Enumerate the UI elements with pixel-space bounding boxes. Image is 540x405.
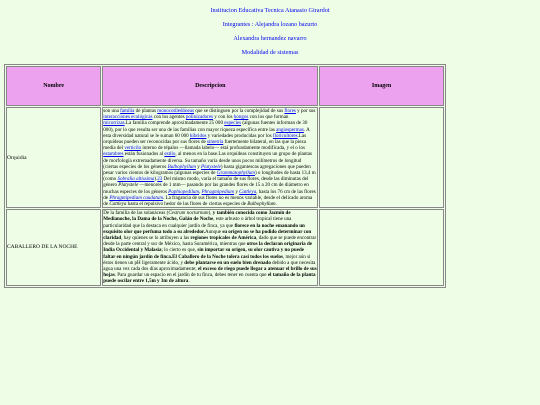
plants-table xyxy=(4,64,446,288)
topic-link[interactable]: Modalidad de sistemas xyxy=(241,49,299,56)
description-link[interactable]: flores xyxy=(284,108,296,114)
table-row xyxy=(6,107,444,208)
description-text: y también conocida como Jazmín de Medianoche, la Dama de la Noche, Galán de Noche xyxy=(103,210,291,223)
description-link[interactable]: Platystele xyxy=(200,163,221,170)
description-text: Del mismo modo, varía el tamaño de sus flores, desde las diminutas del género xyxy=(103,176,309,189)
description-text: Cestrum nocturnum xyxy=(168,210,209,217)
description-text: y por sus xyxy=(295,108,316,114)
description-link[interactable]: Sobralia altissima xyxy=(117,176,155,183)
description-link[interactable]: angiospermas xyxy=(276,126,304,133)
description-text: ) hasta gigantescas agregaciones que pueden pesar varios cientos de kilogramos (algunas especies de xyxy=(103,163,311,177)
description-text: , al menos en la base.Las orquídeas constituyen un grupo de plantas de morfología extremadamente diversa. Su tamaño varía desde unos pocos milímetros de longitud (ciertas especies de los géneros xyxy=(103,151,312,170)
description-text: otros la declaran originaria de India Occidental y Malasia xyxy=(103,241,313,254)
description-link[interactable]: hongos xyxy=(233,114,249,121)
description-text: , mejor aún si éstos tienen un pH ligeramente ácido, y xyxy=(103,253,311,266)
description-text: Aunque xyxy=(204,228,223,235)
description-link[interactable]: verticilo xyxy=(124,145,142,152)
column-header-imagen: Imagen xyxy=(319,66,444,106)
description-text: con los que forman xyxy=(248,114,289,121)
description-text: . xyxy=(188,278,190,285)
description-link[interactable]: monocotiledóneas xyxy=(157,108,194,114)
description-text: ) o longitudes de hasta 13,4 m (como xyxy=(103,170,316,183)
row-name-cell: CABALLERO DE LA NOCHE xyxy=(6,209,101,285)
row-description-cell xyxy=(102,107,318,208)
description-link[interactable]: micorrizas xyxy=(103,120,125,127)
table-row xyxy=(6,209,444,285)
description-text: ; lo cierto es que, xyxy=(161,247,198,254)
description-text: .La familia comprende aproximadamente 25 000 xyxy=(124,120,225,127)
description-text: El Caballero de la Noche tolera casi todos los suelos xyxy=(172,253,283,260)
description-text: con los agentes xyxy=(152,114,186,121)
member2-link[interactable]: Alexandra hernandez navarro xyxy=(233,35,307,42)
description-text: De la familia de las solanáceas ( xyxy=(103,210,169,217)
description-text: Bulbophyllum xyxy=(247,201,276,208)
description-text: son una xyxy=(103,108,121,114)
description-link[interactable]: floricultores xyxy=(272,132,298,139)
description-link[interactable]: especies xyxy=(224,120,242,127)
description-text: .Las orquídeas pueden ser reconocidas por sus flores de xyxy=(103,132,307,146)
description-text: . Para guardar un espacio en el jardín de tu finca, debes tener en cuenta que xyxy=(114,272,268,279)
description-text: el exceso de riego puede llegar a atenuar el brillo de sus hojas xyxy=(103,266,317,279)
description-text: , hay quienes se lo atribuyen a las xyxy=(121,235,191,242)
description-text: . La fragancia de sus flores no es menos variable, desde el delicado aroma de xyxy=(103,194,313,208)
description-link[interactable]: Grammatophyllum xyxy=(216,170,255,177)
column-header-nombre: Nombre xyxy=(6,66,101,106)
description-text: Platystele xyxy=(118,182,139,189)
description-text: —menores de 1 mm— pasando por las grandes flores de 15 a 20 cm de diámetro en muchas especies de los géneros xyxy=(103,182,309,195)
description-text: ), xyxy=(208,210,213,217)
description-text: . A esta diversidad natural se le suman 60 000 xyxy=(103,126,310,139)
description-link[interactable]: Bulbophyllum xyxy=(167,163,196,170)
description-link[interactable]: 23 xyxy=(157,176,163,183)
description-text: , xyxy=(199,188,202,195)
description-text: y xyxy=(234,188,240,195)
description-link[interactable]: familia xyxy=(120,108,135,114)
description-text: el tamaño de la planta puede oscilar entre 1,5m y 3m de altura xyxy=(103,272,316,285)
row-image-cell xyxy=(319,209,444,285)
column-header-descripcion: Descripcion xyxy=(102,66,318,106)
description-text: debido a que necesita agua una vez cada dos días aproximadamente; xyxy=(103,259,316,273)
members-link[interactable]: Integrantes : Alejandra lozano bazurto xyxy=(222,21,318,28)
description-text: florece en la noche emanando un exquisito olor que perfuma todo a su alrededor. xyxy=(103,222,305,235)
description-link[interactable]: polinizadores xyxy=(185,114,214,121)
description-text: regiones tropicales de América xyxy=(190,235,257,242)
description-text: interno de tépalos —llamada labelo— está profundamente modificada, y el o los xyxy=(141,145,305,152)
row-name-cell: Orquidia xyxy=(6,107,101,208)
description-link[interactable]: estambres xyxy=(103,151,124,158)
description-link[interactable]: Cattleya xyxy=(239,188,257,195)
description-text: (algunas fuentes informan de 30 000), por lo que resulta ser una de las familias con mayor riqueza específica entre las xyxy=(103,120,308,133)
description-link[interactable]: Phragmipedium caudatum xyxy=(109,194,163,201)
description-link[interactable]: híbridos xyxy=(189,132,207,139)
description-text: que se distinguen por la complejidad de sus xyxy=(194,108,285,114)
description-text: ). xyxy=(154,176,158,183)
row-image-cell xyxy=(319,107,444,208)
description-text: fuertemente bilateral, en las que la pieza media del xyxy=(103,139,306,152)
description-text: , dado que se puede encontrar desde la parte central y sur de México, hasta Suramérica, mientras que xyxy=(103,235,317,248)
description-text: y variedades producidas por los xyxy=(206,132,273,139)
description-text: Cattleya xyxy=(109,201,127,208)
description-link[interactable]: Phragmipedium xyxy=(201,188,235,195)
description-link[interactable]: simetría xyxy=(207,139,224,146)
description-text: y xyxy=(195,163,201,170)
description-link[interactable]: estilo xyxy=(164,151,176,158)
description-link[interactable]: interacciones ecológicas xyxy=(103,114,153,121)
school-title-link[interactable]: Institucion Educativa Tecnica Atanasio Girardot xyxy=(210,7,330,14)
description-text: su origen no se ha podido determinar con claridad xyxy=(103,228,312,242)
description-text: debe plantarse en un suelo bien drenado xyxy=(184,259,271,266)
description-text: están fusionados al xyxy=(123,151,165,158)
table-header-row xyxy=(6,66,444,106)
description-text: sin importar su origen, su olor cautiva y no puede faltar en ningún jardín de finca. xyxy=(103,247,305,260)
description-text: y con los xyxy=(213,114,234,121)
description-text: de plantas xyxy=(134,108,158,114)
description-link[interactable]: Paphiopedilum xyxy=(168,188,200,195)
description-text: , hasta los 76 cm de las flores de xyxy=(103,188,316,201)
description-text: . xyxy=(275,201,277,208)
description-text: hasta el repulsivo hedor de las flores de ciertas especies de xyxy=(126,201,248,208)
description-text: , este arbusto o árbol tropical tiene una particularidad que la destaca en cualquier jardín de finca, ya que xyxy=(103,216,292,229)
row-description-cell xyxy=(102,209,318,285)
